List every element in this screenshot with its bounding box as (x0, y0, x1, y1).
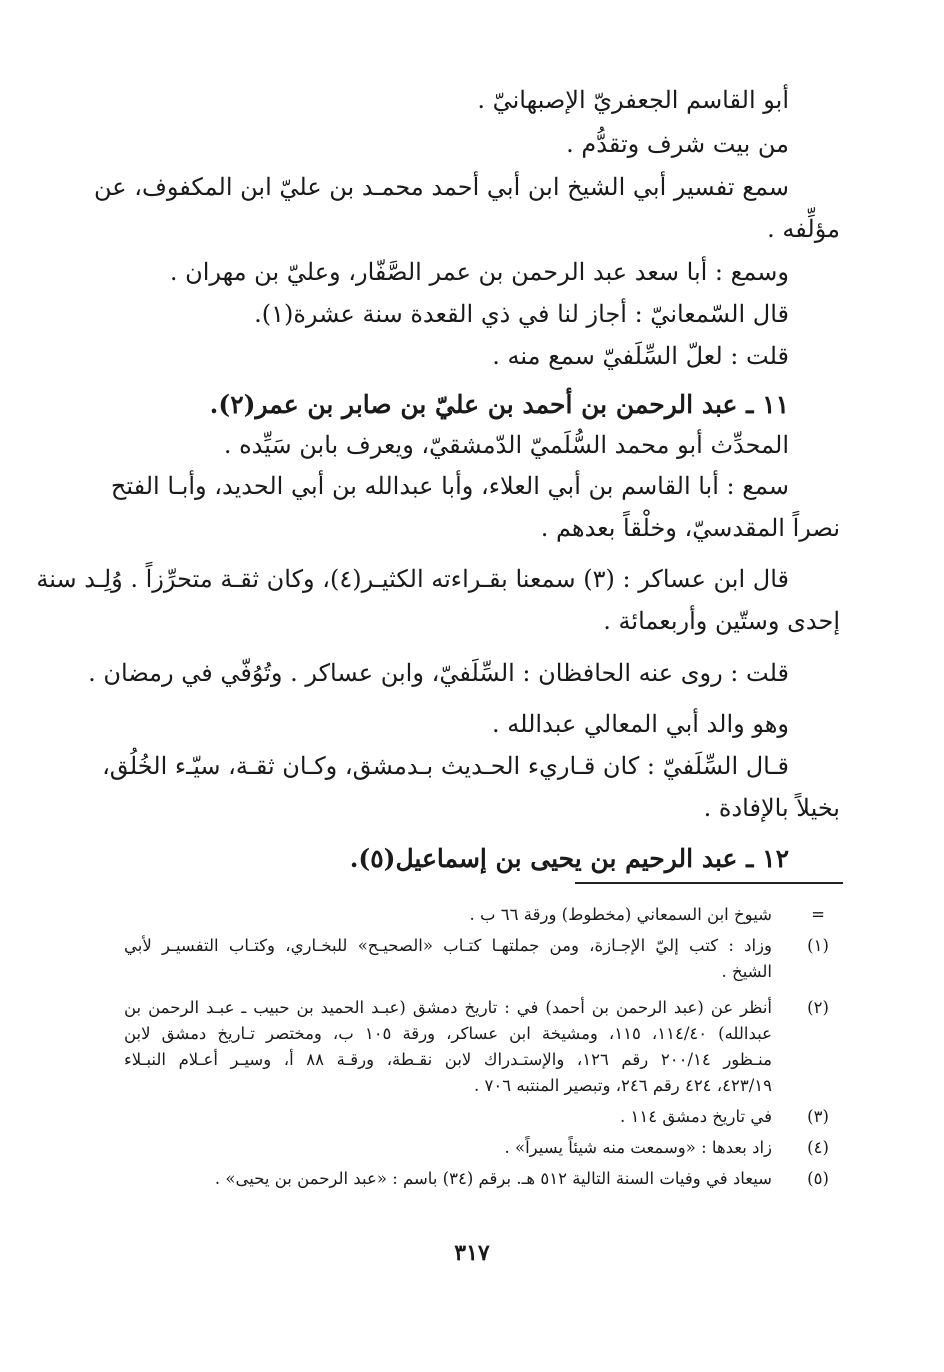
footnote-item (124, 1166, 840, 1192)
text-line: من بيت شرف وتقدُّم . (566, 130, 789, 158)
text-line: نصراً المقدسيّ، وخلْقاً بعدهم . (540, 514, 840, 542)
text-line: سمع تفسير أبي الشيخ ابن أبي أحمد محمـد بن عليّ ابن المكفوف، عن (94, 173, 789, 201)
footnote-text: سيعاد في وفيات السنة التالية ٥١٢ هـ. برقم (٣٤) باسم : «عبد الرحمن بن يحيى» . (214, 1169, 772, 1188)
footnote-text: وزاد : كتب إليّ الإجـازة، ومن جملتهـا كتـاب «الصحيـح» للبخـاري، وكتـاب التفسيـر لأبي (124, 936, 772, 955)
text-line: قـال السِّلَفيّ : كان قـاريء الحـديث بـدمشق، وكـان ثقـة، سيّـء الخُلُق، (102, 752, 789, 780)
footnote-item (124, 902, 840, 928)
footnote-number: (٤) (807, 1138, 829, 1157)
footnote-text: الشيخ . (721, 962, 772, 981)
text-line: بخيلاً بالإفادة . (703, 794, 840, 822)
footnote-number: (٢) (807, 998, 829, 1017)
footnote-item (124, 1135, 840, 1161)
footnote-number: (٥) (807, 1169, 829, 1188)
footnote-number: (١) (807, 936, 829, 955)
text-line: وسمع : أبا سعد عبد الرحمن بن عمر الصَّفّار، وعليّ بن مهران . (169, 258, 789, 286)
footnote-separator (575, 882, 843, 884)
footnote-text: زاد بعدها : «وسمعت منه شيئاً يسيراً» . (504, 1138, 772, 1157)
footnote-item (124, 933, 840, 959)
footnote-text: في تاريخ دمشق ١١٤ . (620, 1107, 772, 1126)
entry-heading: ١١ ـ عبد الرحمن بن أحمد بن عليّ بن صابر بن عمر(٢). (209, 390, 789, 419)
footnote-item (124, 995, 840, 1021)
text-line: أبو القاسم الجعفريّ الإصبهانيّ . (477, 86, 789, 114)
text-line: قلت : روى عنه الحافظان : السِّلَفيّ، وابن عساكر . وتُوُفّي في رمضان . (88, 659, 789, 687)
footnote-text: ٤٢٣/١٩، ٤٢٤ رقم ٢٤٦، وتبصير المنتبه ٧٠٦ . (474, 1076, 772, 1095)
footnote-text: أنظر عن (عبد الرحمن بن أحمد) في : تاريخ دمشق (عبـد الحميد بن حبيب ـ عبـد الرحمن بن (124, 998, 772, 1017)
footnote-item (124, 1104, 840, 1130)
text-line: وهو والد أبي المعالي عبدالله . (492, 710, 789, 738)
text-line: مؤلِّفه . (767, 215, 840, 243)
footnote-text: منـظور ٢٠٠/١٤ رقم ١٢٦، والإستـدراك لابن نقـطة، ورقـة ٨٨ أ، وسيـر أعـلام النبـلاء (124, 1050, 772, 1069)
text-line: قال السّمعانيّ : أجاز لنا في ذي القعدة سنة عشرة(١). (254, 300, 789, 328)
text-line: سمع : أبا القاسم بن أبي العلاء، وأبا عبدالله بن أبي الحديد، وأبـا الفتح (110, 472, 789, 500)
text-line: إحدى وستّين وأربعمائة . (603, 607, 840, 635)
text-line: قلت : لعلّ السِّلَفيّ سمع منه . (492, 342, 789, 370)
footnote-text: عبدالله) ١١٤/٤٠، ١١٥، ومشيخة ابن عساكر، ورقة ١٠٥ ب، ومختصر تـاريخ دمشق لابن (124, 1024, 772, 1043)
page-number: ٣١٧ (454, 1240, 490, 1266)
footnote-number: (٣) (807, 1107, 829, 1126)
footnote-number: = (811, 905, 825, 924)
text-line: قال ابن عساكر : (٣) سمعنا بقـراءته الكثيـر(٤)، وكان ثقـة متحرِّزاً . وُلِـد سنة (36, 565, 789, 593)
entry-heading: ١٢ ـ عبد الرحيم بن يحيى بن إسماعيل(٥). (349, 844, 789, 873)
footnote-text: شيوخ ابن السمعاني (مخطوط) ورقة ٦٦ ب . (469, 905, 772, 924)
text-line: المحدِّث أبو محمد السُّلَميّ الدّمشقيّ، ويعرف بابن سَيِّده . (223, 431, 789, 459)
